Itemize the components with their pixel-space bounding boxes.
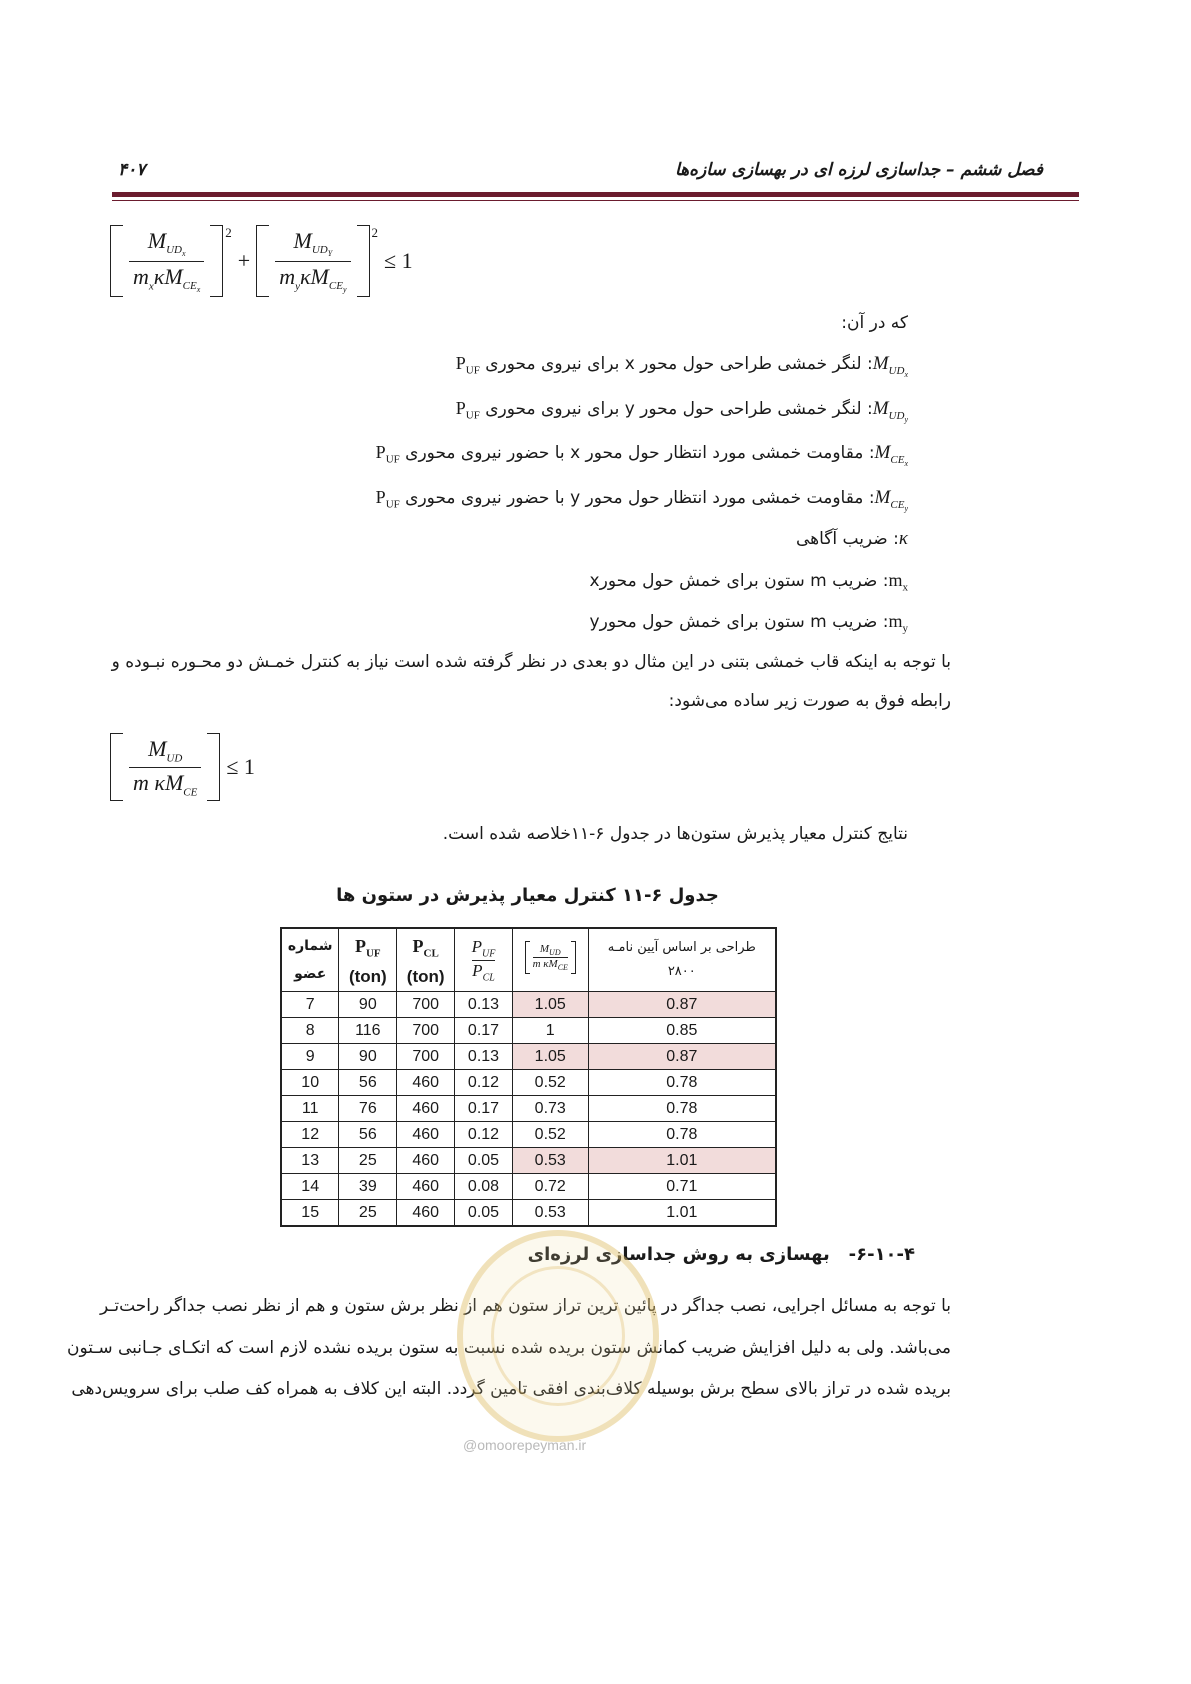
cell-puf: 25 [339,1148,397,1174]
cell-ratio: 0.13 [455,992,513,1018]
definition-mudx: $M_{UD_x}$: لنگر خمشی طراحی حول محور x برای نیروی محوری $P_{UF}$ [455,353,908,379]
section-number: ۶-۱۰-۴- [848,1244,915,1265]
definition-text: : ضریب آگاهی [795,529,899,549]
cell-demand: 0.72 [512,1174,588,1200]
page-number: ۴۰۷ [118,160,146,180]
cell-member: 9 [281,1044,339,1070]
cell-code: 0.71 [588,1174,776,1200]
ratio-fraction: $\frac{P_{UF}}{P_{CL}}$ [471,937,496,983]
paragraph-line: با توجه به اینکه قاب خمشی بتنی در این مثال دو بعدی در نظر گرفته شده است نیاز به کنترل خمـش دو محـوره نبـوده و [111,652,951,672]
cell-demand: 0.53 [512,1200,588,1227]
cell-demand: 0.52 [512,1122,588,1148]
definition-symbol-sub: UF [465,409,480,422]
table-row [281,1018,776,1044]
cell-member: 15 [281,1200,339,1227]
header-unit: (ton) [348,966,387,986]
cell-pcl: 700 [397,1044,455,1070]
cell-code: 0.87 [588,1044,776,1070]
cell-puf: 25 [339,1200,397,1227]
section-title: بهسازی به روش جداسازی لرزه‌ای [527,1244,830,1265]
table-header-row [281,928,776,992]
cell-code: 1.01 [588,1148,776,1174]
cell-puf: 76 [339,1096,397,1122]
cell-demand: 0.53 [512,1148,588,1174]
left-bracket [110,733,123,801]
definition-text: : مقاومت خمشی مورد انتظار حول محور y با حضور نیروی محوری [399,488,875,508]
header-member [281,928,339,992]
cell-code: 1.01 [588,1200,776,1227]
cell-ratio: 0.05 [455,1200,513,1227]
header-ratio [455,928,513,992]
cell-pcl: 700 [397,1018,455,1044]
table-row [281,1044,776,1070]
cell-puf: 56 [339,1122,397,1148]
definition-my: $m_y$: ضریب m ستون برای خمش حول محورy [589,611,908,635]
definition-symbol-sub: UF [385,498,400,511]
cell-pcl: 460 [397,1122,455,1148]
header-rule [112,192,1079,197]
cell-ratio: 0.17 [455,1018,513,1044]
cell-code: 0.87 [588,992,776,1018]
header-pcl-sub: CL [423,947,439,960]
exponent: 2 [371,225,379,240]
right-bracket [207,733,220,801]
header-member-line2: عضو [294,966,327,982]
table-row [281,1122,776,1148]
cell-puf: 90 [339,1044,397,1070]
cell-ratio: 0.13 [455,1044,513,1070]
definition-symbol: P [375,487,386,507]
cell-puf: 39 [339,1174,397,1200]
header-puf-symbol: P [354,936,366,957]
fraction-y: $\frac{M_{UD_Y}}{m_y\kappa M_{CE_y}}$ [269,226,356,296]
header-puf [339,928,397,992]
cell-pcl: 460 [397,1070,455,1096]
cell-code: 0.78 [588,1122,776,1148]
definition-text: : ضریب m ستون برای خمش حول محورy [589,612,889,632]
cell-ratio: 0.05 [455,1148,513,1174]
cell-code: 0.78 [588,1096,776,1122]
cell-code: 0.85 [588,1018,776,1044]
definition-symbol-sub: UF [465,364,480,377]
definition-text: : مقاومت خمشی مورد انتظار حول محور x با حضور نیروی محوری [399,443,875,463]
cell-demand: 0.52 [512,1070,588,1096]
right-bracket [210,225,223,297]
equation-uniaxial [110,733,261,801]
header-code [588,928,776,992]
definition-symbol: P [375,442,386,462]
cell-demand: 1 [512,1018,588,1044]
definition-mcey: $M_{CE_y}$: مقاومت خمشی مورد انتظار حول محور y با حضور نیروی محوری $P_{UF}$ [375,487,908,513]
table-body [281,992,776,1227]
cell-pcl: 460 [397,1148,455,1174]
cell-ratio: 0.12 [455,1122,513,1148]
definition-mx: $m_x$: ضریب m ستون برای خمش حول محورx [589,570,908,594]
definition-text: : لنگر خمشی طراحی حول محور y برای نیروی محوری [479,399,873,419]
definition-kappa: κ: ضریب آگاهی [795,528,908,549]
definition-mcex: $M_{CE_x}$: مقاومت خمشی مورد انتظار حول محور x با حضور نیروی محوری $P_{UF}$ [375,442,908,468]
right-bracket [357,225,370,297]
cell-puf: 116 [339,1018,397,1044]
cell-member: 14 [281,1174,339,1200]
table-row [281,992,776,1018]
plus-sign: + [237,248,251,273]
cell-ratio: 0.08 [455,1174,513,1200]
cell-ratio: 0.12 [455,1070,513,1096]
inequality: ≤ 1 [226,754,255,779]
cell-member: 11 [281,1096,339,1122]
cell-pcl: 460 [397,1174,455,1200]
equation-biaxial [110,225,419,297]
cell-member: 7 [281,992,339,1018]
header-pcl [397,928,455,992]
table-caption: جدول ۶-۱۱ کنترل معیار پذیرش در ستون ها [336,885,719,906]
cell-member: 8 [281,1018,339,1044]
cell-pcl: 460 [397,1200,455,1227]
header-rule-thin [112,200,1079,201]
header-unit: (ton) [406,966,445,986]
header-code-line1: طراحی بر اساس آیین نامـه [607,940,756,955]
header-demand [512,928,588,992]
paragraph-line: رابطه فوق به صورت زیر ساده می‌شود: [668,691,951,711]
cell-demand: 1.05 [512,1044,588,1070]
table-row [281,1148,776,1174]
cell-puf: 90 [339,992,397,1018]
paragraph-line: بریده شده در تراز بالای سطح برش بوسیله کلاف‌بندی افقی تامین گردد. البته این کلاف به همراه کف صلب برای سرویس‌دهی [71,1379,951,1399]
cell-ratio: 0.17 [455,1096,513,1122]
cell-pcl: 700 [397,992,455,1018]
table-row [281,1200,776,1227]
cell-demand: 0.73 [512,1096,588,1122]
cell-pcl: 460 [397,1096,455,1122]
fraction-x: $\frac{M_{UD_x}}{m_x\kappa M_{CE_x}}$ [123,226,210,296]
left-bracket [256,225,269,297]
demand-fraction: $\frac{M_{UD}}{m \kappa M_{CE}}$ [525,941,576,974]
paragraph-line: می‌باشد. ولی به دلیل افزایش ضریب کمانش ستون بریده شده نسبت به ستون بریده نشده لازم است که اتکـای جـانبی سـتون [66,1338,951,1358]
table-row [281,1096,776,1122]
cell-code: 0.78 [588,1070,776,1096]
definition-mudy: $M_{UD_y}$: لنگر خمشی طراحی حول محور y برای نیروی محوری $P_{UF}$ [455,398,908,424]
cell-demand: 1.05 [512,992,588,1018]
watermark-text: @omoorepeyman.ir [463,1437,587,1453]
table-row [281,1174,776,1200]
fraction: $\frac{M_{UD}}{m \kappa M_{CE}}$ [123,734,207,800]
cell-member: 12 [281,1122,339,1148]
left-bracket [110,225,123,297]
definition-symbol: P [455,398,466,418]
table-row [281,1070,776,1096]
exponent: 2 [225,225,232,240]
paragraph-line: با توجه به مسائل اجرایی، نصب جداگر در پائین ترین تراز ستون هم از نظر برش ستون و هم از نظر نصب جداگر راحت‌تـر [100,1296,951,1316]
header-member-line1: شماره [287,938,333,954]
cell-member: 13 [281,1148,339,1174]
definition-text: : لنگر خمشی طراحی حول محور x برای نیروی محوری [479,354,873,374]
inequality: ≤ 1 [384,248,413,273]
watermark-seal-logo [457,1230,659,1442]
cell-puf: 56 [339,1070,397,1096]
definition-text: : ضریب m ستون برای خمش حول محورx [589,571,889,591]
chapter-title: فصل ششم – جداسازی لرزه ای در بهسازی سازه‌ها [674,160,1043,180]
header-pcl-symbol: P [412,936,424,957]
summary-text: نتایج کنترل معیار پذیرش ستون‌ها در جدول ۶-۱۱خلاصه شده است. [442,824,908,844]
header-puf-sub: UF [365,947,381,960]
results-table [280,927,777,1227]
intro-text: که در آن: [841,313,908,333]
cell-member: 10 [281,1070,339,1096]
definition-symbol-sub: UF [385,453,400,466]
header-code-line2: ۲۸۰۰ [667,964,696,979]
definition-symbol: P [455,353,466,373]
